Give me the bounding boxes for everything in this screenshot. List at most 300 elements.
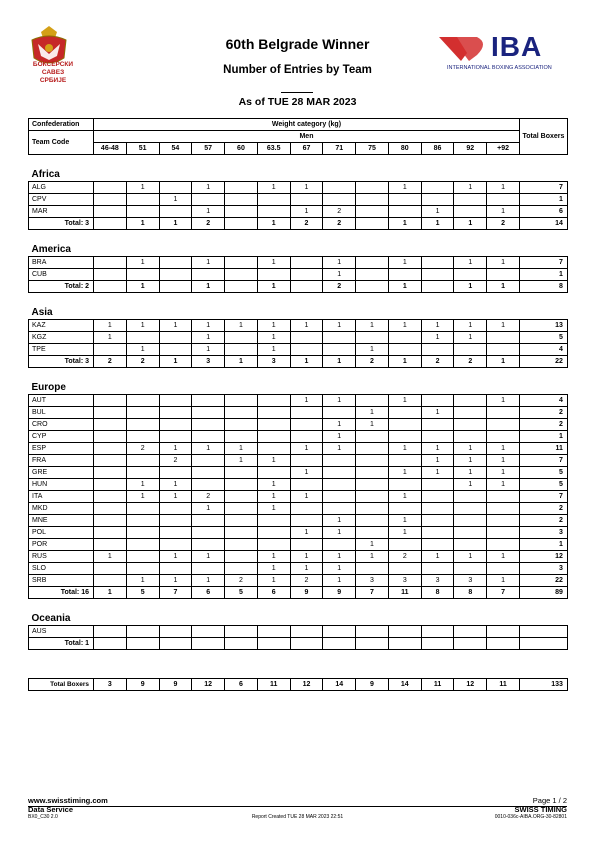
grand-total-count: 6: [225, 679, 258, 691]
team-row: [29, 269, 568, 281]
team-code: ESP: [29, 443, 94, 455]
continent-total-count: 2: [356, 356, 389, 368]
event-title: 60th Belgrade Winner: [225, 36, 370, 52]
entry-count: [94, 206, 127, 218]
entry-count: [225, 194, 258, 206]
entry-count: [159, 626, 192, 638]
entry-count: [126, 332, 159, 344]
entry-count: [421, 491, 454, 503]
team-code: RUS: [29, 551, 94, 563]
entry-count: 1: [94, 551, 127, 563]
entry-count: 1: [257, 320, 290, 332]
continent-total-count: 6: [192, 587, 225, 599]
team-code: MAR: [29, 206, 94, 218]
entry-count: 1: [388, 527, 421, 539]
entry-count: [192, 407, 225, 419]
entry-count: 1: [487, 467, 520, 479]
team-total: 2: [519, 407, 567, 419]
continent-total-count: 8: [454, 587, 487, 599]
entry-count: 1: [421, 551, 454, 563]
entry-count: 1: [192, 257, 225, 269]
continent-total-count: 2: [323, 218, 356, 230]
continent-heading-row: [29, 239, 568, 257]
entry-count: 1: [323, 395, 356, 407]
entry-count: [159, 515, 192, 527]
entry-count: [290, 194, 323, 206]
continent-total-count: [225, 281, 258, 293]
entry-count: [487, 407, 520, 419]
entry-count: 1: [126, 320, 159, 332]
entry-count: [388, 479, 421, 491]
entry-count: [126, 563, 159, 575]
entry-count: 1: [257, 332, 290, 344]
entry-count: [290, 407, 323, 419]
entry-count: [225, 479, 258, 491]
entry-count: [421, 182, 454, 194]
entry-count: 2: [290, 575, 323, 587]
continent-total-label: Total: 1: [29, 638, 94, 650]
grand-total-count: 9: [356, 679, 389, 691]
team-code-header: Team Code: [29, 131, 94, 155]
confederation-header: Confederation: [29, 119, 94, 131]
continent-total-count: 1: [421, 218, 454, 230]
entry-count: 1: [192, 320, 225, 332]
team-code: BUL: [29, 407, 94, 419]
team-row: [29, 626, 568, 638]
weight-category-label: 51: [126, 143, 159, 155]
continent-total-count: [126, 638, 159, 650]
entry-count: [257, 269, 290, 281]
entry-count: [94, 443, 127, 455]
entry-count: [126, 626, 159, 638]
entry-count: 1: [159, 320, 192, 332]
header-row-2: [29, 131, 568, 143]
grand-total-count: 3: [94, 679, 127, 691]
continent-total-count: [94, 218, 127, 230]
entry-count: 3: [356, 575, 389, 587]
team-code: BRA: [29, 257, 94, 269]
entry-count: [421, 194, 454, 206]
entry-count: [454, 395, 487, 407]
entry-count: [94, 479, 127, 491]
entries-table-body: [29, 119, 568, 650]
entry-count: [290, 626, 323, 638]
entry-count: [323, 182, 356, 194]
entry-count: [94, 182, 127, 194]
entry-count: [487, 626, 520, 638]
continent-total-boxers: 14: [519, 218, 567, 230]
continent-total-count: [94, 281, 127, 293]
footer-brand: SWISS TIMING: [514, 805, 567, 814]
entry-count: [290, 455, 323, 467]
entry-count: [94, 344, 127, 356]
footer-website: www.swisstiming.com: [28, 796, 108, 805]
entry-count: [225, 563, 258, 575]
weight-category-label: 86: [421, 143, 454, 155]
team-row: [29, 257, 568, 269]
team-total: 2: [519, 419, 567, 431]
team-row: [29, 419, 568, 431]
entry-count: [454, 539, 487, 551]
entry-count: [356, 443, 389, 455]
grand-total-count: 11: [257, 679, 290, 691]
continent-total-count: 2: [454, 356, 487, 368]
continent-name: Africa: [31, 169, 60, 180]
team-total: 4: [519, 395, 567, 407]
entry-count: 1: [487, 551, 520, 563]
entry-count: 2: [323, 206, 356, 218]
entry-count: [94, 194, 127, 206]
entry-count: [94, 455, 127, 467]
weight-category-label: 54: [159, 143, 192, 155]
team-total: 4: [519, 344, 567, 356]
entry-count: 1: [454, 320, 487, 332]
team-total: 12: [519, 551, 567, 563]
total-boxers-header: Total Boxers: [519, 119, 567, 155]
entry-count: 1: [323, 431, 356, 443]
entry-count: 1: [290, 527, 323, 539]
continent-total-count: [192, 638, 225, 650]
entry-count: [192, 455, 225, 467]
entry-count: [421, 395, 454, 407]
entry-count: 1: [159, 575, 192, 587]
grand-total-count: 14: [323, 679, 356, 691]
continent-total-count: 1: [487, 356, 520, 368]
team-total: 7: [519, 455, 567, 467]
team-total: 13: [519, 320, 567, 332]
continent-total-boxers: [519, 638, 567, 650]
entry-count: [94, 269, 127, 281]
entry-count: [323, 332, 356, 344]
entry-count: [388, 194, 421, 206]
team-row: [29, 491, 568, 503]
continent-total-count: 1: [454, 281, 487, 293]
entry-count: [192, 269, 225, 281]
entry-count: [94, 407, 127, 419]
team-code: KAZ: [29, 320, 94, 332]
footer-divider: [28, 806, 567, 807]
continent-total-count: 1: [257, 281, 290, 293]
entry-count: [257, 206, 290, 218]
entry-count: [290, 431, 323, 443]
team-code: ALG: [29, 182, 94, 194]
team-row: [29, 479, 568, 491]
continent-total-row: [29, 638, 568, 650]
entry-count: [454, 431, 487, 443]
entry-count: [454, 491, 487, 503]
team-row: [29, 539, 568, 551]
entry-count: [225, 419, 258, 431]
entry-count: [126, 194, 159, 206]
entry-count: 1: [290, 182, 323, 194]
weight-category-label: 60: [225, 143, 258, 155]
entry-count: 1: [257, 344, 290, 356]
entry-count: 1: [257, 563, 290, 575]
continent-total-count: 2: [421, 356, 454, 368]
team-total: 1: [519, 194, 567, 206]
entry-count: 1: [257, 257, 290, 269]
grand-total-count: 11: [487, 679, 520, 691]
continent-total-count: 1: [388, 218, 421, 230]
grand-total-boxers: 133: [519, 679, 567, 691]
entry-count: [94, 626, 127, 638]
team-row: [29, 503, 568, 515]
entry-count: 1: [487, 257, 520, 269]
entry-count: 1: [159, 443, 192, 455]
team-row: [29, 332, 568, 344]
continent-total-count: [159, 281, 192, 293]
entry-count: [421, 431, 454, 443]
entry-count: 1: [159, 479, 192, 491]
continent-total-count: 7: [487, 587, 520, 599]
entry-count: 1: [323, 419, 356, 431]
team-code: POR: [29, 539, 94, 551]
entry-count: [257, 395, 290, 407]
entry-count: [454, 563, 487, 575]
entry-count: 1: [356, 551, 389, 563]
continent-total-count: 1: [126, 281, 159, 293]
team-row: [29, 515, 568, 527]
footer-page-number: Page 1 / 2: [532, 796, 567, 805]
entry-count: 1: [192, 182, 225, 194]
entry-count: 2: [192, 491, 225, 503]
team-row: [29, 443, 568, 455]
entry-count: 1: [487, 206, 520, 218]
team-row: [29, 206, 568, 218]
team-row: [29, 395, 568, 407]
header-row-1: [29, 119, 568, 131]
entry-count: 1: [388, 467, 421, 479]
continent-total-row: [29, 218, 568, 230]
entry-count: 1: [421, 320, 454, 332]
entry-count: 1: [356, 320, 389, 332]
entry-count: [356, 332, 389, 344]
continent-total-count: [159, 638, 192, 650]
entry-count: [323, 479, 356, 491]
entry-count: [421, 563, 454, 575]
continent-total-count: [257, 638, 290, 650]
entry-count: [487, 539, 520, 551]
entry-count: [388, 344, 421, 356]
entry-count: [290, 503, 323, 515]
entry-count: [94, 419, 127, 431]
team-total: 3: [519, 527, 567, 539]
entry-count: [388, 539, 421, 551]
entry-count: [356, 455, 389, 467]
continent-total-count: [225, 638, 258, 650]
entry-count: 1: [323, 257, 356, 269]
team-code: AUS: [29, 626, 94, 638]
entry-count: [225, 257, 258, 269]
entry-count: 1: [257, 491, 290, 503]
entry-count: [192, 467, 225, 479]
entry-count: [225, 551, 258, 563]
entry-count: 1: [257, 455, 290, 467]
entry-count: [257, 443, 290, 455]
entry-count: [323, 455, 356, 467]
continent-total-count: [94, 638, 127, 650]
entry-count: [454, 344, 487, 356]
entry-count: [192, 431, 225, 443]
entry-count: 1: [225, 455, 258, 467]
entry-count: [257, 407, 290, 419]
continent-total-boxers: 89: [519, 587, 567, 599]
entry-count: [225, 527, 258, 539]
entry-count: [290, 257, 323, 269]
entry-count: [356, 563, 389, 575]
entry-count: [159, 419, 192, 431]
entry-count: [454, 206, 487, 218]
entry-count: 1: [290, 551, 323, 563]
entry-count: 1: [487, 320, 520, 332]
entry-count: [388, 455, 421, 467]
entry-count: 1: [192, 344, 225, 356]
entry-count: [388, 407, 421, 419]
continent-total-row: [29, 587, 568, 599]
entry-count: 1: [388, 257, 421, 269]
footer-data-service: Data Service: [28, 805, 74, 814]
team-code: TPE: [29, 344, 94, 356]
entry-count: 1: [454, 455, 487, 467]
weight-category-label: 57: [192, 143, 225, 155]
grand-total-count: 12: [454, 679, 487, 691]
entry-count: 1: [356, 539, 389, 551]
continent-name: Oceania: [31, 613, 71, 624]
entry-count: [94, 527, 127, 539]
entry-count: [159, 539, 192, 551]
continent-total-count: 11: [388, 587, 421, 599]
continent-total-count: 3: [257, 356, 290, 368]
entry-count: 1: [388, 182, 421, 194]
entry-count: 1: [323, 551, 356, 563]
entry-count: [356, 503, 389, 515]
entry-count: [323, 626, 356, 638]
continent-total-count: [356, 218, 389, 230]
team-row: [29, 563, 568, 575]
entry-count: 1: [225, 320, 258, 332]
team-code: MKD: [29, 503, 94, 515]
continent-total-count: 2: [487, 218, 520, 230]
entry-count: [225, 491, 258, 503]
entry-count: 1: [257, 479, 290, 491]
header-row-3: [29, 143, 568, 155]
entry-count: [94, 575, 127, 587]
team-code: HUN: [29, 479, 94, 491]
entry-count: [356, 269, 389, 281]
weight-category-label: +92: [487, 143, 520, 155]
continent-name: Asia: [31, 307, 53, 318]
entry-count: 1: [290, 395, 323, 407]
entry-count: [225, 269, 258, 281]
entry-count: [454, 527, 487, 539]
entry-count: 1: [192, 206, 225, 218]
team-code: POL: [29, 527, 94, 539]
entry-count: [388, 563, 421, 575]
team-row: [29, 194, 568, 206]
entry-count: [487, 194, 520, 206]
continent-total-label: Total: 2: [29, 281, 94, 293]
entry-count: [421, 257, 454, 269]
entry-count: [290, 479, 323, 491]
entry-count: [487, 503, 520, 515]
continent-total-count: 2: [290, 218, 323, 230]
entry-count: [290, 419, 323, 431]
entry-count: [290, 515, 323, 527]
continent-total-count: 1: [126, 218, 159, 230]
entry-count: [356, 479, 389, 491]
continent-total-count: [388, 638, 421, 650]
entry-count: [94, 515, 127, 527]
entry-count: 1: [356, 419, 389, 431]
continent-total-label: Total: 16: [29, 587, 94, 599]
entry-count: 1: [192, 575, 225, 587]
entry-count: 3: [421, 575, 454, 587]
entry-count: 1: [323, 527, 356, 539]
entry-count: [126, 407, 159, 419]
entry-count: [126, 395, 159, 407]
entry-count: [356, 467, 389, 479]
entry-count: [159, 503, 192, 515]
entries-table: [28, 118, 568, 650]
entry-count: 1: [225, 443, 258, 455]
entry-count: [159, 182, 192, 194]
entry-count: [159, 395, 192, 407]
entry-count: [454, 419, 487, 431]
entry-count: [126, 539, 159, 551]
footer-report-created: Report Created TUE 28 MAR 2023 22:51: [251, 814, 344, 820]
entry-count: 2: [225, 575, 258, 587]
entry-count: 1: [192, 503, 225, 515]
entry-count: [323, 344, 356, 356]
entry-count: [356, 431, 389, 443]
team-total: 1: [519, 539, 567, 551]
continent-total-label: Total: 3: [29, 218, 94, 230]
iba-logo: [437, 33, 567, 73]
entry-count: 1: [192, 551, 225, 563]
continent-total-count: 7: [356, 587, 389, 599]
entry-count: [159, 206, 192, 218]
entry-count: [225, 467, 258, 479]
footer-doc-code: BX0_C30 2.0: [28, 814, 58, 820]
entry-count: [192, 626, 225, 638]
continent-total-count: 1: [388, 281, 421, 293]
continent-total-count: [421, 638, 454, 650]
entry-count: [356, 182, 389, 194]
entry-count: [454, 503, 487, 515]
continent-total-count: 2: [192, 218, 225, 230]
entry-count: 1: [159, 551, 192, 563]
entry-count: [225, 395, 258, 407]
entry-count: 1: [323, 269, 356, 281]
entry-count: 3: [388, 575, 421, 587]
entry-count: [126, 515, 159, 527]
entry-count: [159, 467, 192, 479]
entry-count: [487, 515, 520, 527]
grand-total-label: Total Boxers: [29, 679, 94, 691]
entry-count: 1: [454, 182, 487, 194]
entry-count: 1: [454, 467, 487, 479]
team-total: [519, 626, 567, 638]
team-total: 5: [519, 467, 567, 479]
entry-count: 1: [388, 491, 421, 503]
entry-count: [421, 626, 454, 638]
entry-count: [356, 206, 389, 218]
continent-total-count: 1: [388, 356, 421, 368]
entry-count: 1: [454, 551, 487, 563]
entry-count: [192, 395, 225, 407]
entry-count: [257, 194, 290, 206]
continent-total-count: [290, 281, 323, 293]
